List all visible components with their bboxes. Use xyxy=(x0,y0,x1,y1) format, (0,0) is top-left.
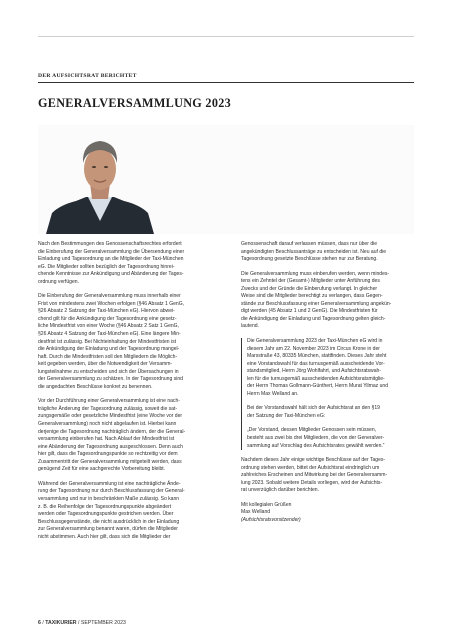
article-title: GENERALVERSAMMLUNG 2023 xyxy=(38,96,232,110)
footer-separator: / xyxy=(40,620,46,626)
signature-role: (Aufsichtsratsvorsitzender) xyxy=(241,516,301,523)
signature-name: Max Welland xyxy=(241,509,271,516)
right-column xyxy=(241,241,414,525)
signature xyxy=(241,502,414,525)
box-quote: „Der Vorstand, dessen Mitglieder Genossen sein müssen, besteht aus zwei bis drei Mitgliedern, die von der Generalver- sammlung auf Vorschlag des Aufsichtsrates gewählt werden.“ xyxy=(247,427,385,449)
paragraph: Genossenschaft darauf verlassen müssen, dass nur über die angekündigten Beschlussanträge zu entscheiden ist. Neu auf die Tagesordnung gesetzte Beschlüsse stehen nur zur Beratung. xyxy=(241,241,387,263)
box-paragraph: Bei der Vorstandswahl hält sich der Aufsichtsrat an den §19 der Satzung der Taxi-München eG: xyxy=(247,405,380,419)
magazine-name: TAXIKURIER xyxy=(45,620,77,626)
paragraph: Nach den Bestimmungen des Genossenschaftsrechtes erfordert die Einberufung der Generalversammlung die Übersendung einer Einladung und Tagesordnung an die Mitglieder der Taxi-München eG. Die Mitglieder sollten bezüglich der Tagesordnung hinrei- chende Kenntnisse zur Ankündigung und Abänderung der Tages- ordnung verfügen. xyxy=(38,241,185,285)
portrait-photo xyxy=(38,125,414,234)
paragraph: Die Generalversammlung muss einberufen werden, wenn mindes- tens ein Zehntel der (Gesamt-) Mitglieder unter Anführung des Zwecks und der Gründe die Einberufung verlangt. In gleicher Weise sind die Mitglieder berechtigt zu verlangen, dass Gegen- stände zur Beschlussfassung einer Generalversammlung angekün- digt werden (45 Absatz 1 und 2 GenG). Die Mindestfristen für die Ankündigung der Einladung und Tagesordnung gelten gleich- lautend. xyxy=(241,270,392,330)
paragraph: Die Einberufung der Generalversammlung muss innerhalb einer Frist von mindestens zwei Wochen erfolgen (§46 Absatz 1 GenG, §26 Absatz 2 Satzung der Taxi-München eG). Hiervon abwei- chend gilt für die Ankündigung der Tagesordnung eine gesetz- liche Mindestfrist von einer Woche (§46 Absatz 2 Satz 1 GenG, §26 Absatz 4 Satzung der Taxi-München eG). Eine längere Min- destfrist ist zulässig. Bei Nichteinhaltung der Mindestfristen ist die Ankündigung der Einladung und der Tagesordnung mangel- haft. Durch die Mindestfristen soll den Mitgliedern die Möglich- keit gegeben werden, über die Notwendigkeit der Versamm- lungsteilnahme zu entscheiden und sich der Übersachungen in der Generalversammlung zu schätzen. In der Tagesordnung sind die angedachten Beschlüsse konkret zu benennen. xyxy=(38,293,185,390)
paragraph: Nachdem dieses Jahr einige wichtige Beschlüsse auf der Tages- ordnung stehen werden, bittet der Aufsichtsrat eindringlich um zahlreiches Erscheinen und Mitwirkung bei der Generalversamm- lung 2023. Sobald weitere Details vorliegen, wird der Aufsichts- rat unverzüglich darüber berichten. xyxy=(241,457,388,494)
top-divider xyxy=(38,36,414,37)
issue-date: / SEPTEMBER 2023 xyxy=(76,620,126,626)
section-divider xyxy=(38,82,414,83)
page-footer xyxy=(38,620,126,626)
page-number: 6 xyxy=(38,620,41,626)
highlight-box xyxy=(241,338,414,450)
paragraph: Während der Generalversammlung ist eine nachträgliche Ände- rung der Tagesordnung nur durch Beschlussfassung der General- versammlung und nur in beschränkten Maße zulässig. So kann z. B. die Reihenfolge der Tagesordnungspunkte abgeändert werden oder Tagesordnungspunkte gestrichen werden. Über Beschlussgegenstände, die nicht ausdrücklich in der Einladung zur Generalversammlung benannt waren, dürfen die Mitglieder nicht abstimmen. Auch hier gilt, dass sich die Mitglieder der xyxy=(38,480,185,540)
section-label: DER AUFSICHTSRAT BERICHTET xyxy=(38,73,137,79)
box-paragraph: Die Generalversammlung 2023 der Taxi-München eG wird in diesem Jahr am 22. November 2023 im Circus Krone in der Marsstraße 43, 80335 München, stattfinden. Dieses Jahr steht eine Vorstandswahl für das turnusgemäß ausscheidende Vor- standsmitglied, Herrn Jörg Wohlfahrt, und Aufsichtsratswah- len für die turnusgemäß ausscheidenden Aufsichtsratsmitglie- der Herrn Thomas Gollmann-Günthert, Herrn Murat Yilmaz und Herrn Max Welland an. xyxy=(247,338,388,397)
signature-greeting: Mit kollegialen Grüßen xyxy=(241,501,292,508)
paragraph: Vor der Durchführung einer Generalversammlung ist eine nach- trägliche Änderung der Tagesordnung zulässig, soweit die sat- zungsgemäße oder gesetzliche Mindestfrist (eine Woche vor der Generalversammlung) noch nicht abgelaufen ist. Hierbei kann derjenige die Tagesordnung nachträglich ändern, der die General- versammlung einberufen hat. Nach Ablauf der Mindestfrist ist eine Abänderung der Tagesordnung ausgeschlossen. Denn auch hier gilt, dass die Tagesordnungspunkte so rechtzeitig vor dem Zusammentritt der Generalversammlung mitgeteilt werden, dass genügend Zeit für eine sachgerechte Vorbereitung bleibt. xyxy=(38,398,186,473)
portrait-illustration xyxy=(38,125,414,234)
left-column xyxy=(38,241,211,548)
